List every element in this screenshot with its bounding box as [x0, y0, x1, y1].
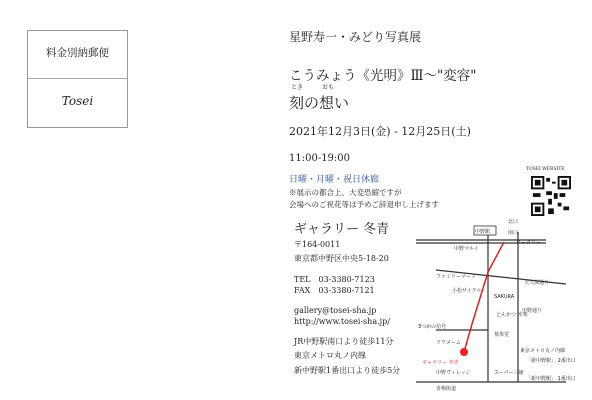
closed-days: 日曜・月曜・祝日休廊	[289, 175, 380, 185]
gallery-name: ギャラリー 冬青	[294, 222, 390, 237]
postage-stamp-box	[27, 30, 128, 128]
note-line-1: ※展示の都合上、大変恐縮ですが	[289, 188, 402, 197]
map-familymart: ファミリーマート	[436, 274, 476, 280]
fax: FAX 03-3380-7121	[294, 286, 375, 295]
map-soba: ソワメーム	[436, 340, 461, 346]
map-metro: 東京メトロ丸ノ内線	[520, 348, 566, 354]
map-gallery-label: ギャラリー 冬青	[422, 360, 459, 366]
exhibition-title: 星野寿一・みどり写真展	[289, 30, 422, 44]
map-sakura: SAKURA	[494, 294, 515, 300]
ruby-omoi: おも	[322, 84, 335, 91]
opening-hours: 11:00-19:00	[289, 153, 351, 164]
exhibition-subtitle: こうみょう《光明》Ⅲ～"変容"	[289, 68, 477, 84]
gallery-marker	[460, 348, 468, 356]
map-rotary: ロータリー	[516, 240, 542, 246]
qr-code-icon[interactable]	[531, 176, 571, 216]
map-shin-nakano-2: 「新中野駅」 2番出口	[526, 358, 576, 364]
map-shin-nakano-1: 「新中野駅」 1番出口	[526, 376, 576, 382]
map-nakano-station: 中野駅	[475, 229, 491, 235]
ruby-toki: とき	[291, 84, 304, 91]
tel: TEL 03-3380-7123	[294, 275, 375, 284]
tosei-logo: Tosei	[61, 94, 94, 108]
map-aoume: 青梅街道	[436, 386, 457, 392]
address: 東京都中野区中央5-18-20	[294, 254, 389, 263]
map-super: スーパー三徳	[494, 370, 524, 376]
access-line-2: 東京メトロ丸ノ内線	[294, 351, 366, 360]
map-hotel: 中野ヴィレッジ	[436, 370, 471, 376]
access-line-3: 新中野駅1番出口より徒歩5分	[294, 366, 401, 375]
map-nakano-dori: 中野通り	[522, 308, 543, 314]
map-marui: 中野マルイ	[454, 246, 479, 252]
map-tonkatsu: とんかつ 幸楽	[496, 312, 528, 318]
map-south-exit: 南口	[508, 230, 519, 236]
website-link[interactable]: http://www.tosei-sha.jp/	[294, 317, 390, 326]
email-link[interactable]: gallery@tosei-sha.jp	[294, 306, 377, 315]
access-line-1: JR中野駅南口より徒歩11分	[294, 337, 394, 346]
postal-code: 〒164-0011	[294, 240, 341, 249]
access-map	[416, 212, 586, 392]
map-okubo: 大久保通り	[524, 280, 550, 286]
map-north-exit: 北口	[508, 219, 519, 225]
exhibition-dates: 2021年12月3日(金) - 12月25日(土)	[289, 125, 471, 138]
note-line-2: 会場へのご祝花等は予めご辞退申し上げます	[289, 200, 439, 209]
stamp-divider	[28, 78, 127, 79]
map-third-signal: 3つめの信号	[418, 324, 447, 330]
map-komatsu: 小松サイクル	[452, 288, 482, 294]
qr-label: TOSEI WEBSITE	[526, 167, 565, 172]
postage-text: 料金別納郵便	[46, 47, 109, 59]
exhibition-subtitle-2: 刻の想い	[289, 94, 350, 112]
map-bochi: 墓参堂	[494, 332, 510, 338]
